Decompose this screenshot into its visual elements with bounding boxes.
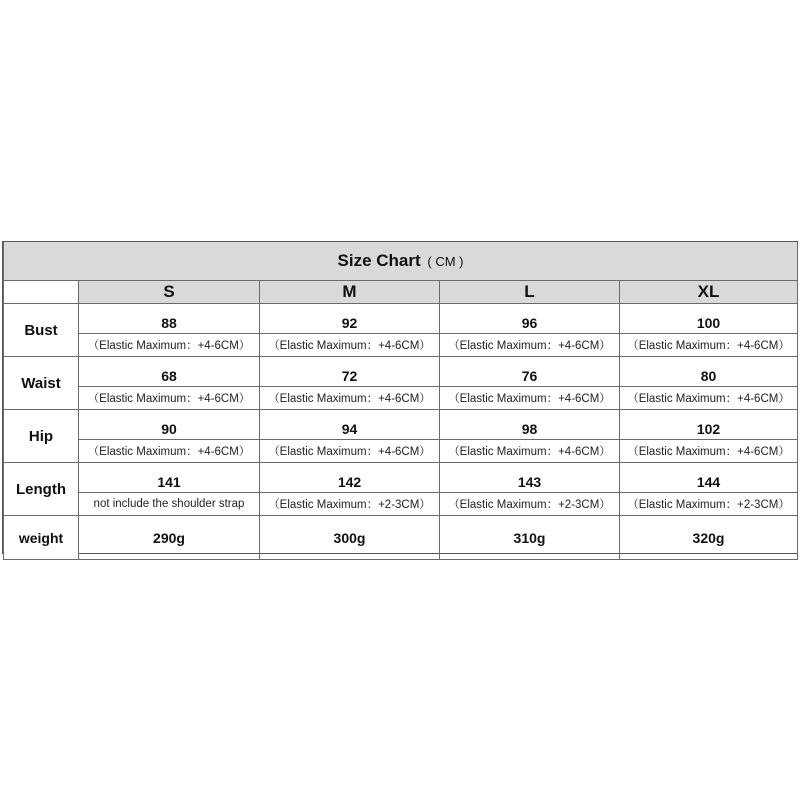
bust-value-m: 92 bbox=[260, 304, 440, 334]
bust-note-s: （Elastic Maximum：+4-6CM） bbox=[79, 334, 260, 357]
size-header-s: S bbox=[79, 281, 260, 304]
length-value-l: 143 bbox=[440, 463, 620, 493]
weight-value-s: 290g bbox=[79, 516, 260, 560]
size-header-m: M bbox=[260, 281, 440, 304]
length-value-xl: 144 bbox=[620, 463, 798, 493]
length-note-xl: （Elastic Maximum：+2-3CM） bbox=[620, 493, 798, 516]
length-value-s: 141 bbox=[79, 463, 260, 493]
hip-value-xl: 102 bbox=[620, 410, 798, 440]
bust-value-s: 88 bbox=[79, 304, 260, 334]
waist-value-m: 72 bbox=[260, 357, 440, 387]
title-row bbox=[4, 242, 798, 281]
hip-note-row bbox=[4, 440, 798, 463]
weight-value-l: 310g bbox=[440, 516, 620, 560]
waist-note-l: （Elastic Maximum：+4-6CM） bbox=[440, 387, 620, 410]
row-label-waist: Waist bbox=[4, 357, 79, 410]
weight-value-m: 300g bbox=[260, 516, 440, 560]
weight-value-xl: 320g bbox=[620, 516, 798, 560]
chart-title-text: Size Chart bbox=[337, 251, 421, 270]
row-label-bust: Bust bbox=[4, 304, 79, 357]
row-label-hip: Hip bbox=[4, 410, 79, 463]
bust-value-row bbox=[4, 304, 798, 334]
size-chart-table bbox=[3, 242, 798, 560]
waist-value-l: 76 bbox=[440, 357, 620, 387]
length-note-l: （Elastic Maximum：+2-3CM） bbox=[440, 493, 620, 516]
bust-note-row bbox=[4, 334, 798, 357]
waist-note-row bbox=[4, 387, 798, 410]
hip-note-s: （Elastic Maximum：+4-6CM） bbox=[79, 440, 260, 463]
bust-value-l: 96 bbox=[440, 304, 620, 334]
chart-unit: ( CM ) bbox=[427, 254, 464, 269]
waist-note-s: （Elastic Maximum：+4-6CM） bbox=[79, 387, 260, 410]
size-header-l: L bbox=[440, 281, 620, 304]
hip-note-m: （Elastic Maximum：+4-6CM） bbox=[260, 440, 440, 463]
length-note-row bbox=[4, 493, 798, 516]
length-note-m: （Elastic Maximum：+2-3CM） bbox=[260, 493, 440, 516]
hip-note-l: （Elastic Maximum：+4-6CM） bbox=[440, 440, 620, 463]
waist-value-row bbox=[4, 357, 798, 387]
waist-value-xl: 80 bbox=[620, 357, 798, 387]
length-note-s: not include the shoulder strap bbox=[79, 493, 260, 516]
bust-value-xl: 100 bbox=[620, 304, 798, 334]
bust-note-l: （Elastic Maximum：+4-6CM） bbox=[440, 334, 620, 357]
row-label-length: Length bbox=[4, 463, 79, 516]
waist-value-s: 68 bbox=[79, 357, 260, 387]
hip-value-l: 98 bbox=[440, 410, 620, 440]
length-value-row bbox=[4, 463, 798, 493]
corner-cell bbox=[4, 281, 79, 304]
chart-title bbox=[4, 242, 798, 281]
size-header-xl: XL bbox=[620, 281, 798, 304]
hip-value-s: 90 bbox=[79, 410, 260, 440]
waist-note-m: （Elastic Maximum：+4-6CM） bbox=[260, 387, 440, 410]
hip-value-row bbox=[4, 410, 798, 440]
bust-note-xl: （Elastic Maximum：+4-6CM） bbox=[620, 334, 798, 357]
hip-note-xl: （Elastic Maximum：+4-6CM） bbox=[620, 440, 798, 463]
weight-row bbox=[4, 516, 798, 560]
length-value-m: 142 bbox=[260, 463, 440, 493]
size-chart bbox=[2, 241, 798, 554]
waist-note-xl: （Elastic Maximum：+4-6CM） bbox=[620, 387, 798, 410]
hip-value-m: 94 bbox=[260, 410, 440, 440]
bust-note-m: （Elastic Maximum：+4-6CM） bbox=[260, 334, 440, 357]
row-label-weight: weight bbox=[4, 516, 79, 560]
size-header-row bbox=[4, 281, 798, 304]
